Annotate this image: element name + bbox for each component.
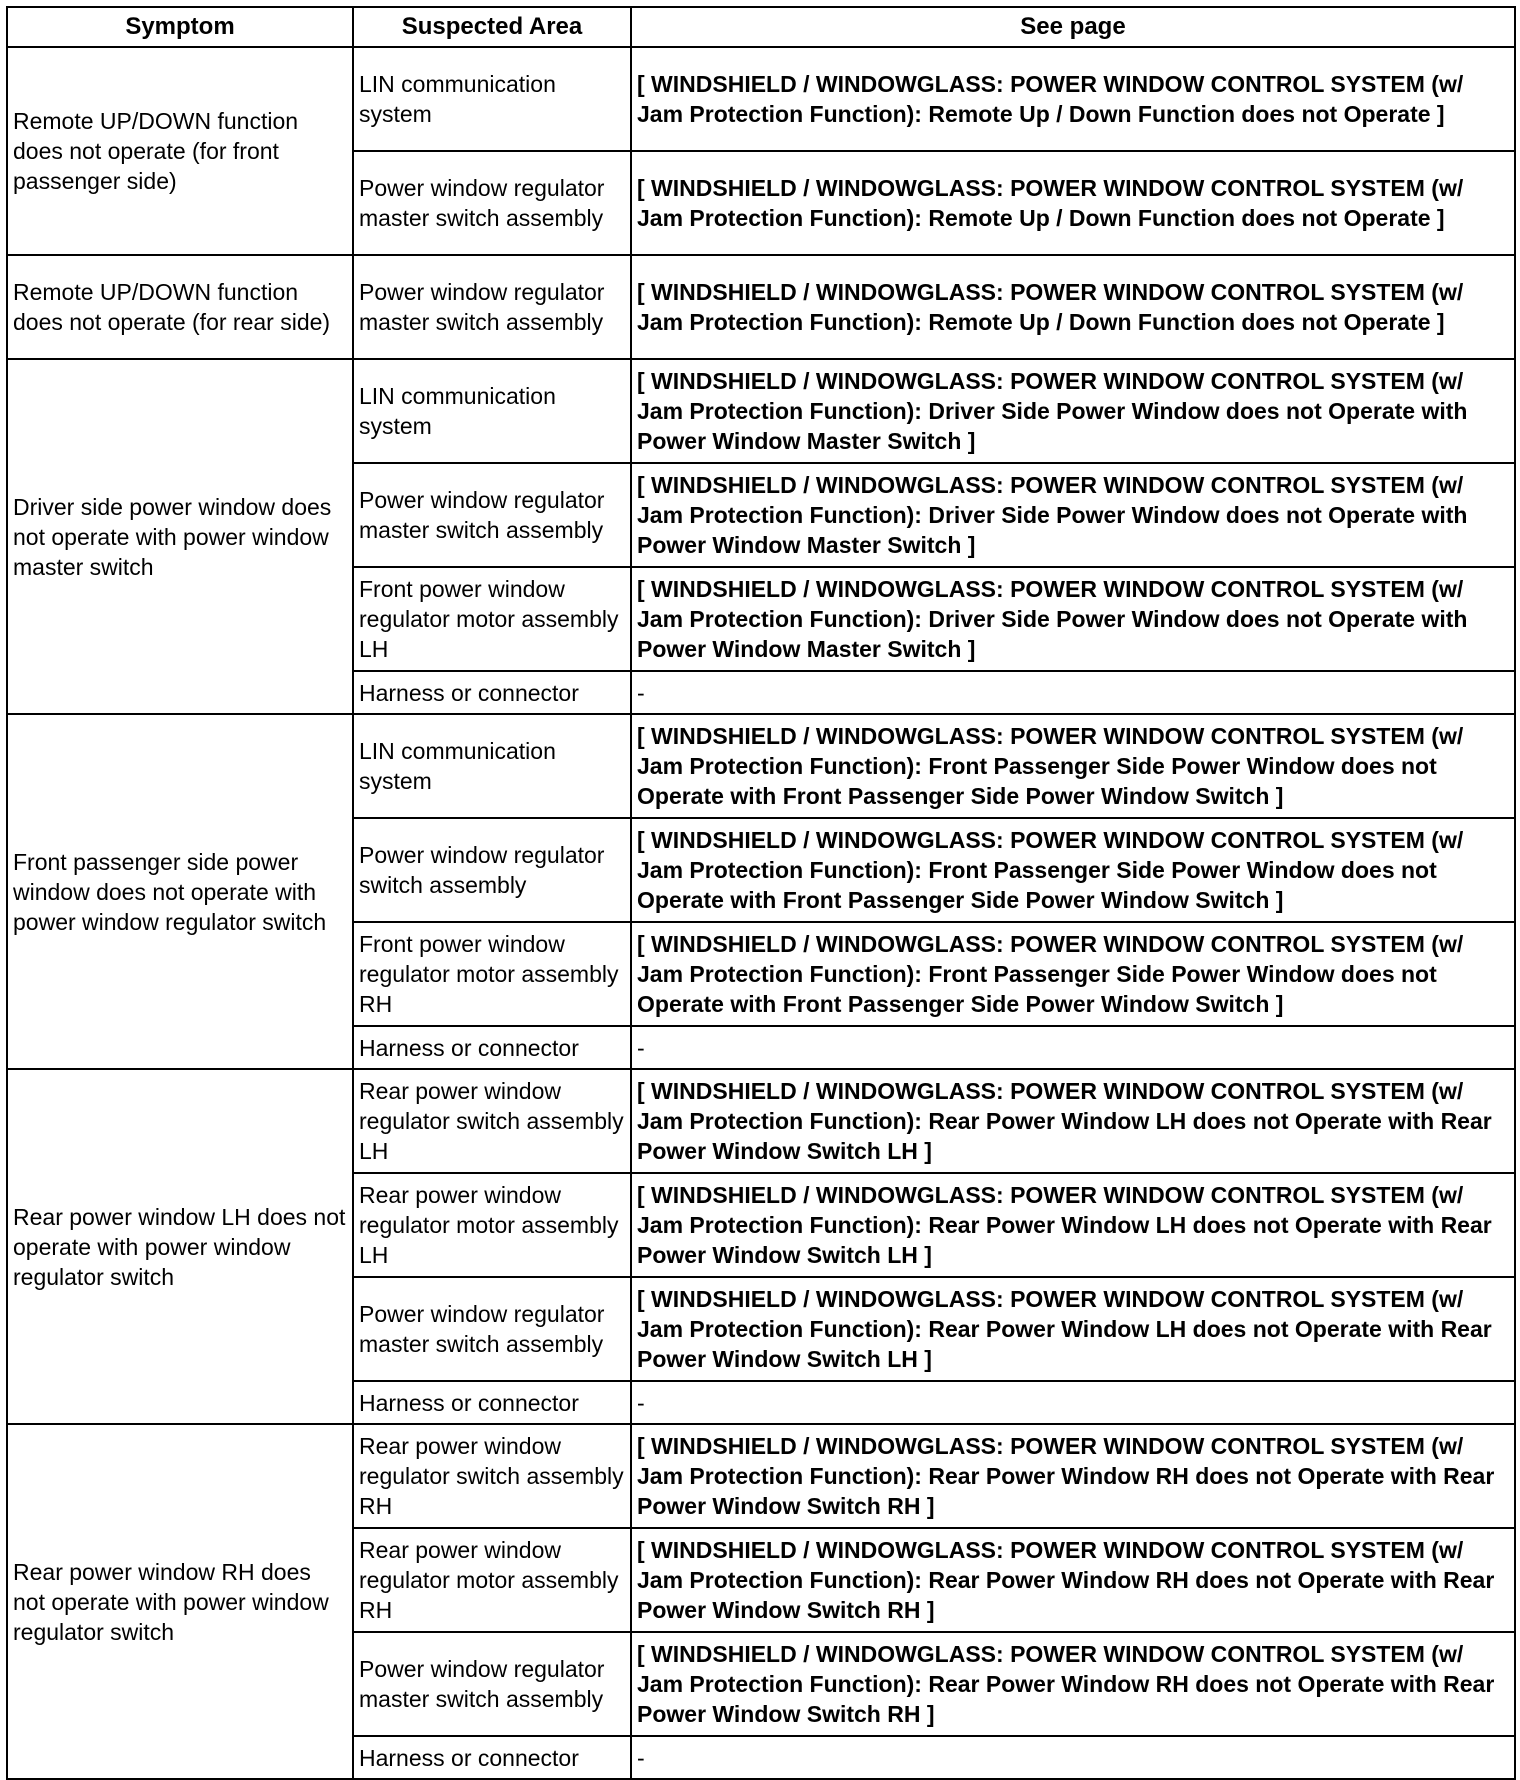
suspected-area-cell: Power window regulator master switch assembly	[353, 1277, 631, 1381]
see-page-link[interactable]: [ WINDSHIELD / WINDOWGLASS: POWER WINDOW CONTROL SYSTEM (w/ Jam Protection Function): Driver Side Power Window does not Operate with Power Window Master Switch ]	[631, 567, 1515, 671]
symptom-cell: Driver side power window does not operate with power window master switch	[7, 359, 353, 714]
see-page-link[interactable]: [ WINDSHIELD / WINDOWGLASS: POWER WINDOW CONTROL SYSTEM (w/ Jam Protection Function): Front Passenger Side Power Window does not Operate with Front Passenger Side Power Window Switch ]	[631, 714, 1515, 818]
troubleshooting-table-container	[6, 6, 1514, 1780]
table-row	[7, 1069, 1515, 1173]
table-row	[7, 255, 1515, 359]
symptom-cell: Remote UP/DOWN function does not operate (for front passenger side)	[7, 47, 353, 255]
see-page-link[interactable]: [ WINDSHIELD / WINDOWGLASS: POWER WINDOW CONTROL SYSTEM (w/ Jam Protection Function): Rear Power Window LH does not Operate with Rear Power Window Switch LH ]	[631, 1069, 1515, 1173]
suspected-area-cell: Rear power window regulator switch assembly LH	[353, 1069, 631, 1173]
suspected-area-cell: LIN communication system	[353, 359, 631, 463]
table-row	[7, 47, 1515, 151]
table-row	[7, 1424, 1515, 1528]
see-page-cell: -	[631, 1736, 1515, 1779]
suspected-area-cell: Power window regulator switch assembly	[353, 818, 631, 922]
suspected-area-cell: LIN communication system	[353, 714, 631, 818]
see-page-link[interactable]: [ WINDSHIELD / WINDOWGLASS: POWER WINDOW CONTROL SYSTEM (w/ Jam Protection Function): Remote Up / Down Function does not Operate ]	[631, 151, 1515, 255]
table-row	[7, 359, 1515, 463]
symptom-cell: Front passenger side power window does not operate with power window regulator switch	[7, 714, 353, 1069]
see-page-link[interactable]: [ WINDSHIELD / WINDOWGLASS: POWER WINDOW CONTROL SYSTEM (w/ Jam Protection Function): Rear Power Window LH does not Operate with Rear Power Window Switch LH ]	[631, 1173, 1515, 1277]
symptom-cell: Rear power window RH does not operate with power window regulator switch	[7, 1424, 353, 1779]
symptom-cell: Rear power window LH does not operate with power window regulator switch	[7, 1069, 353, 1424]
problem-symptoms-table	[6, 6, 1516, 1780]
suspected-area-cell: Harness or connector	[353, 671, 631, 714]
suspected-area-cell: Front power window regulator motor assembly LH	[353, 567, 631, 671]
see-page-cell: -	[631, 671, 1515, 714]
table-body	[7, 47, 1515, 1779]
see-page-link[interactable]: [ WINDSHIELD / WINDOWGLASS: POWER WINDOW CONTROL SYSTEM (w/ Jam Protection Function): Driver Side Power Window does not Operate with Power Window Master Switch ]	[631, 359, 1515, 463]
see-page-link[interactable]: [ WINDSHIELD / WINDOWGLASS: POWER WINDOW CONTROL SYSTEM (w/ Jam Protection Function): Remote Up / Down Function does not Operate ]	[631, 47, 1515, 151]
suspected-area-cell: Power window regulator master switch assembly	[353, 255, 631, 359]
see-page-link[interactable]: [ WINDSHIELD / WINDOWGLASS: POWER WINDOW CONTROL SYSTEM (w/ Jam Protection Function): Driver Side Power Window does not Operate with Power Window Master Switch ]	[631, 463, 1515, 567]
suspected-area-cell: Harness or connector	[353, 1736, 631, 1779]
suspected-area-cell: Harness or connector	[353, 1026, 631, 1069]
symptom-cell: Remote UP/DOWN function does not operate (for rear side)	[7, 255, 353, 359]
see-page-link[interactable]: [ WINDSHIELD / WINDOWGLASS: POWER WINDOW CONTROL SYSTEM (w/ Jam Protection Function): Front Passenger Side Power Window does not Operate with Front Passenger Side Power Window Switch ]	[631, 818, 1515, 922]
header-symptom: Symptom	[7, 7, 353, 47]
see-page-link[interactable]: [ WINDSHIELD / WINDOWGLASS: POWER WINDOW CONTROL SYSTEM (w/ Jam Protection Function): Rear Power Window RH does not Operate with Rear Power Window Switch RH ]	[631, 1424, 1515, 1528]
header-see-page: See page	[631, 7, 1515, 47]
suspected-area-cell: Power window regulator master switch assembly	[353, 463, 631, 567]
suspected-area-cell: Rear power window regulator motor assembly LH	[353, 1173, 631, 1277]
header-suspected-area: Suspected Area	[353, 7, 631, 47]
see-page-cell: -	[631, 1026, 1515, 1069]
see-page-link[interactable]: [ WINDSHIELD / WINDOWGLASS: POWER WINDOW CONTROL SYSTEM (w/ Jam Protection Function): Remote Up / Down Function does not Operate ]	[631, 255, 1515, 359]
see-page-link[interactable]: [ WINDSHIELD / WINDOWGLASS: POWER WINDOW CONTROL SYSTEM (w/ Jam Protection Function): Front Passenger Side Power Window does not Operate with Front Passenger Side Power Window Switch ]	[631, 922, 1515, 1026]
see-page-link[interactable]: [ WINDSHIELD / WINDOWGLASS: POWER WINDOW CONTROL SYSTEM (w/ Jam Protection Function): Rear Power Window LH does not Operate with Rear Power Window Switch LH ]	[631, 1277, 1515, 1381]
suspected-area-cell: Front power window regulator motor assembly RH	[353, 922, 631, 1026]
suspected-area-cell: LIN communication system	[353, 47, 631, 151]
suspected-area-cell: Harness or connector	[353, 1381, 631, 1424]
see-page-cell: -	[631, 1381, 1515, 1424]
table-header-row	[7, 7, 1515, 47]
see-page-link[interactable]: [ WINDSHIELD / WINDOWGLASS: POWER WINDOW CONTROL SYSTEM (w/ Jam Protection Function): Rear Power Window RH does not Operate with Rear Power Window Switch RH ]	[631, 1528, 1515, 1632]
see-page-link[interactable]: [ WINDSHIELD / WINDOWGLASS: POWER WINDOW CONTROL SYSTEM (w/ Jam Protection Function): Rear Power Window RH does not Operate with Rear Power Window Switch RH ]	[631, 1632, 1515, 1736]
suspected-area-cell: Power window regulator master switch assembly	[353, 151, 631, 255]
suspected-area-cell: Rear power window regulator motor assembly RH	[353, 1528, 631, 1632]
suspected-area-cell: Power window regulator master switch assembly	[353, 1632, 631, 1736]
suspected-area-cell: Rear power window regulator switch assembly RH	[353, 1424, 631, 1528]
table-row	[7, 714, 1515, 818]
